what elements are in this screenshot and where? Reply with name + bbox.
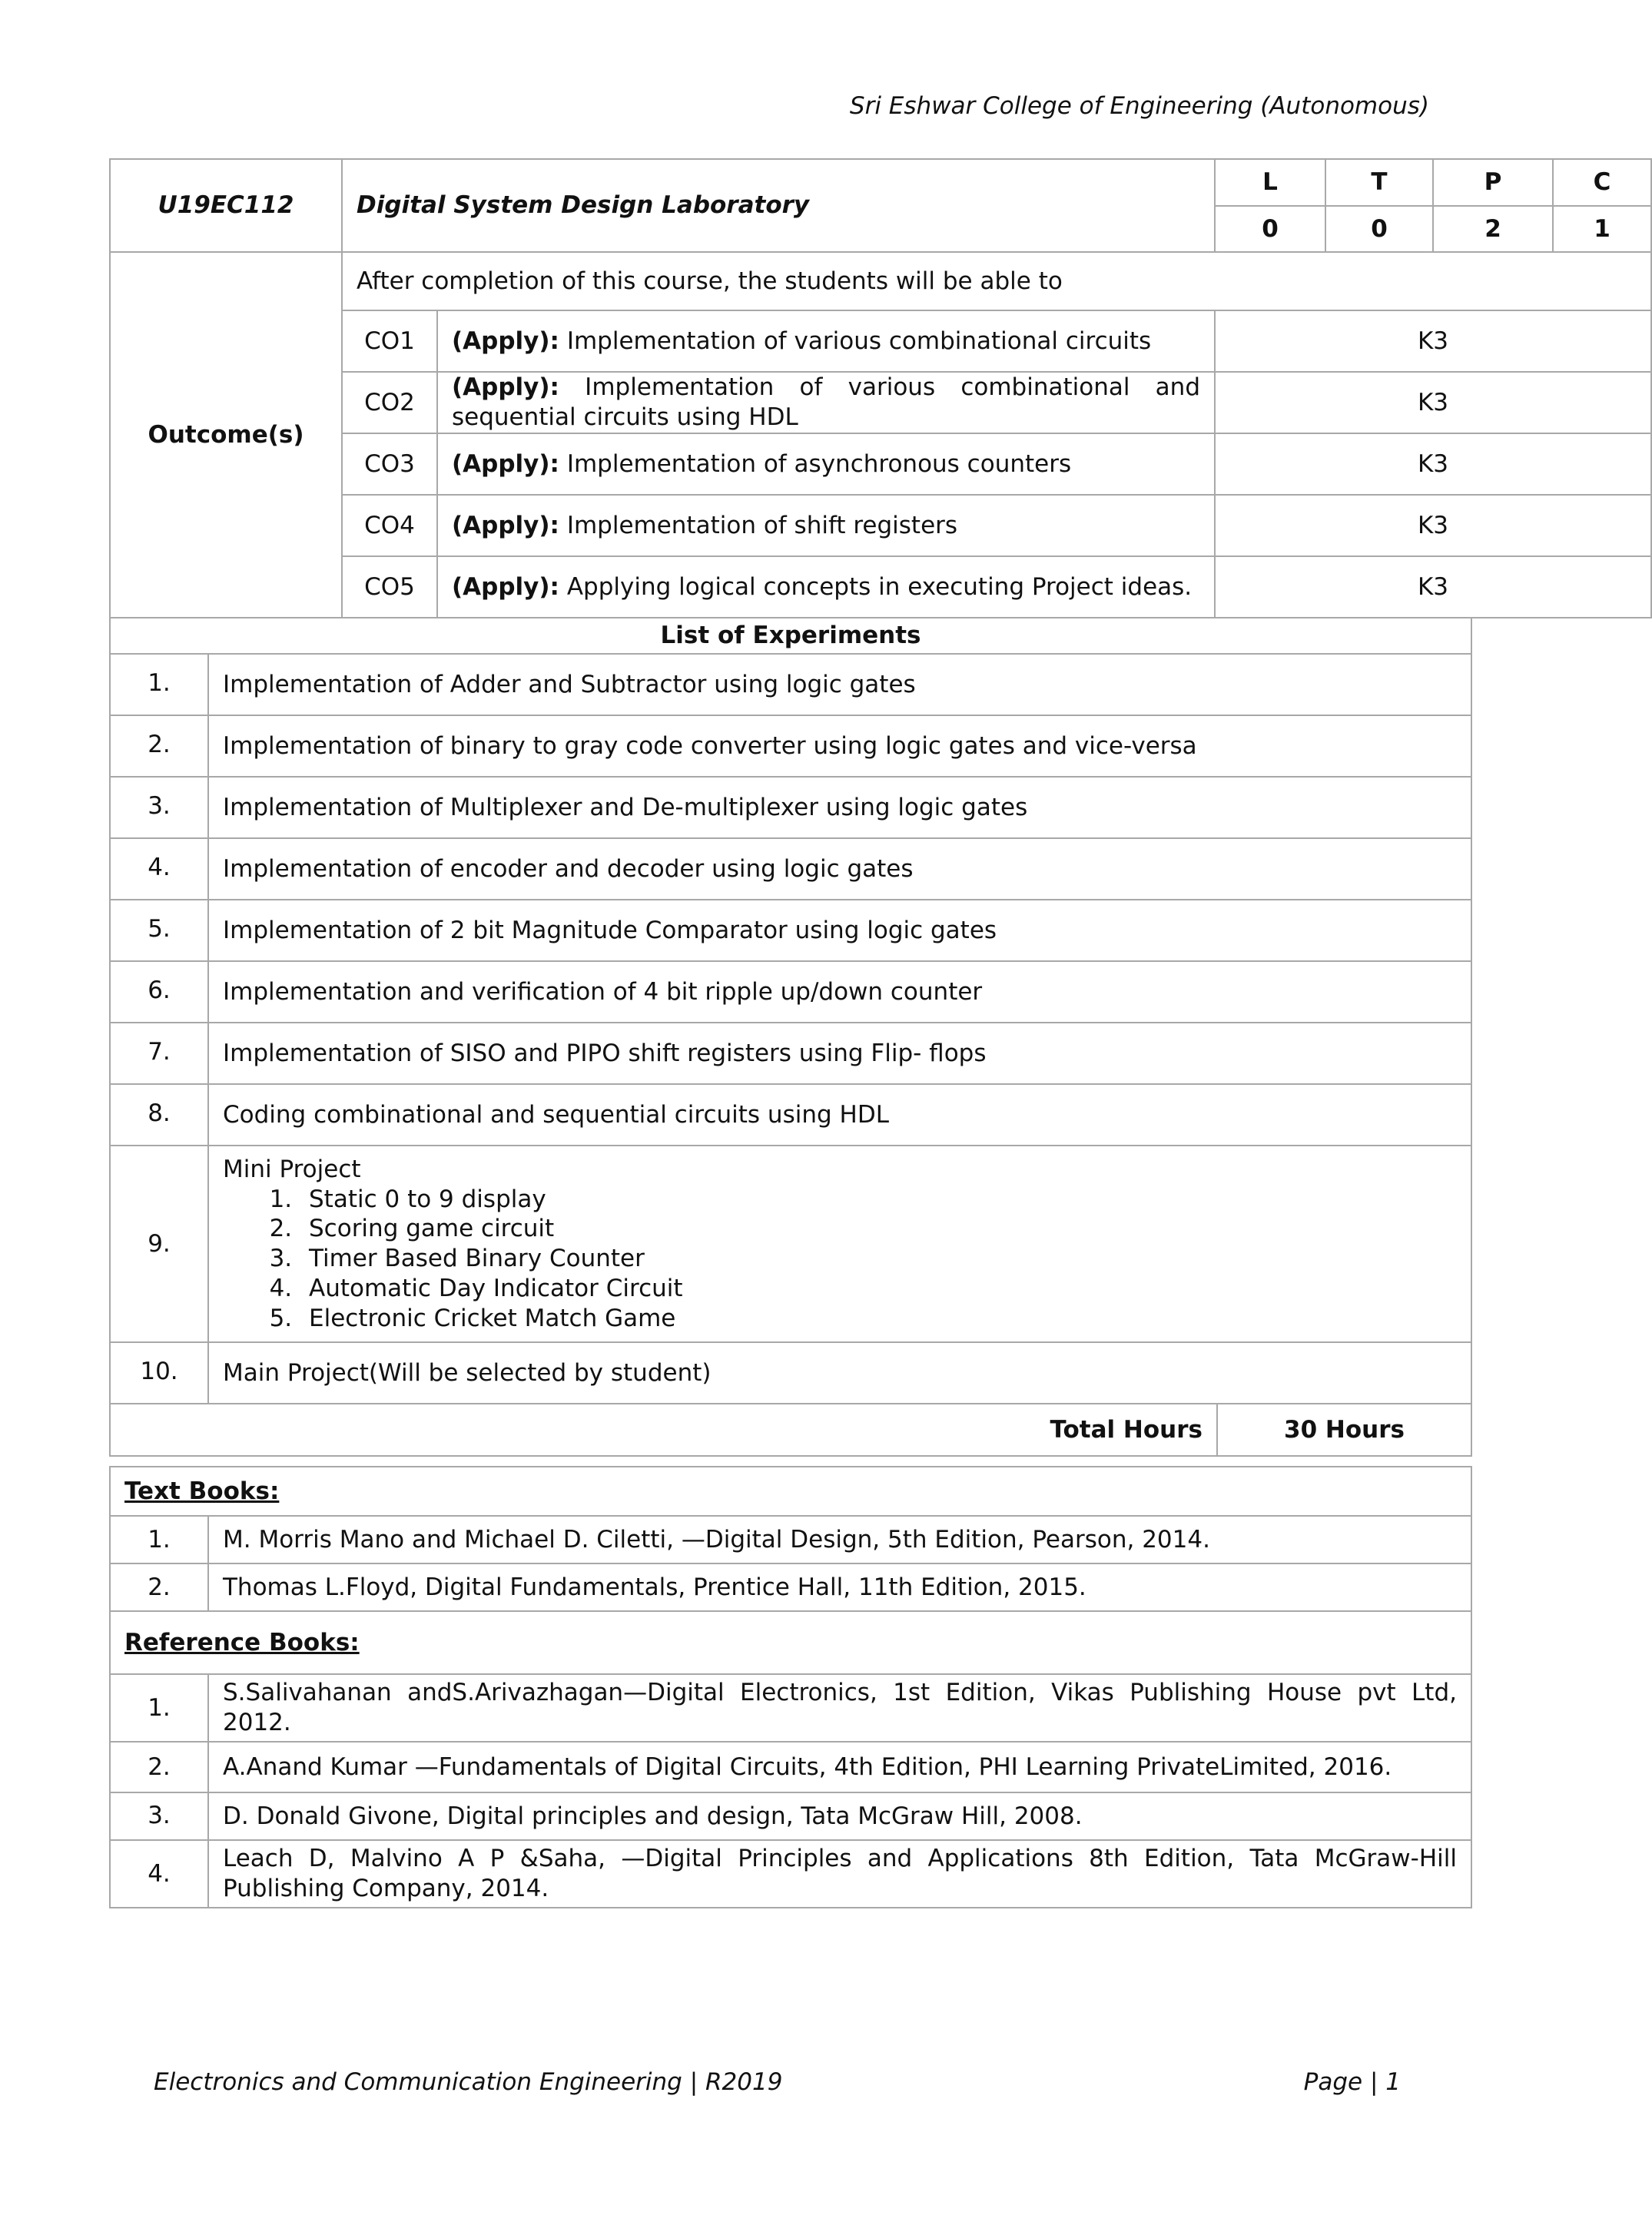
institution-header: Sri Eshwar College of Engineering (Autonomous) — [849, 92, 1429, 120]
experiment-number: 10. — [110, 1342, 208, 1404]
books-table — [109, 1466, 1472, 1908]
experiment-row — [110, 900, 1471, 961]
experiment-text: Implementation of 2 bit Magnitude Comparator using logic gates — [208, 900, 1471, 961]
book-number: 2. — [110, 1563, 208, 1611]
text-books-heading: Text Books: — [110, 1467, 1471, 1516]
experiment-row — [110, 961, 1471, 1023]
outcome-description: (Apply): Applying logical concepts in executing Project ideas. — [437, 556, 1215, 618]
book-citation: A.Anand Kumar —Fundamentals of Digital Circuits, 4th Edition, PHI Learning PrivateLimited, 2016. — [208, 1742, 1471, 1792]
reference-book-row — [110, 1742, 1471, 1792]
experiment-text: Implementation of Multiplexer and De-multiplexer using logic gates — [208, 777, 1471, 838]
outcome-code: CO4 — [342, 495, 437, 556]
outcome-description: (Apply): Implementation of asynchronous counters — [437, 433, 1215, 495]
experiments-table — [109, 617, 1472, 1404]
experiment-row — [110, 1023, 1471, 1084]
text-book-row — [110, 1516, 1471, 1563]
experiment-number: 8. — [110, 1084, 208, 1146]
book-number: 1. — [110, 1516, 208, 1563]
experiment-row — [110, 1084, 1471, 1146]
outcome-code: CO3 — [342, 433, 437, 495]
outcome-level: K3 — [1215, 310, 1651, 372]
experiment-text: Coding combinational and sequential circuits using HDL — [208, 1084, 1471, 1146]
course-title: Digital System Design Laboratory — [342, 159, 1215, 252]
course-code: U19EC112 — [110, 159, 342, 252]
ltpc-value-p: 2 — [1433, 206, 1553, 252]
experiment-text: Implementation and verification of 4 bit ripple up/down counter — [208, 961, 1471, 1023]
reference-books-heading: Reference Books: — [110, 1611, 1471, 1674]
ltpc-value-l: 0 — [1215, 206, 1325, 252]
outcome-level: K3 — [1215, 556, 1651, 618]
total-hours-table — [109, 1403, 1472, 1457]
mini-project-item: 4. Automatic Day Indicator Circuit — [300, 1274, 1457, 1304]
experiment-text: Implementation of SISO and PIPO shift registers using Flip- flops — [208, 1023, 1471, 1084]
outcome-description: (Apply): Implementation of various combinational and sequential circuits using HDL — [437, 372, 1215, 433]
experiment-row — [110, 715, 1471, 777]
course-outcome-table — [109, 158, 1652, 618]
mini-project-title: Mini Project — [223, 1155, 361, 1183]
experiment-number: 4. — [110, 838, 208, 900]
experiment-number: 2. — [110, 715, 208, 777]
ltpc-value-c: 1 — [1553, 206, 1651, 252]
book-number: 3. — [110, 1792, 208, 1840]
mini-project-cell — [208, 1146, 1471, 1342]
experiment-number: 5. — [110, 900, 208, 961]
outcome-level: K3 — [1215, 372, 1651, 433]
mini-project-list — [223, 1185, 1457, 1334]
footer-page-number: Page | 1 — [1303, 2068, 1401, 2096]
reference-book-row — [110, 1674, 1471, 1742]
ltpc-label-l: L — [1215, 159, 1325, 206]
book-citation: M. Morris Mano and Michael D. Ciletti, —Digital Design, 5th Edition, Pearson, 2014. — [208, 1516, 1471, 1563]
book-number: 4. — [110, 1840, 208, 1908]
outcome-intro: After completion of this course, the students will be able to — [342, 252, 1651, 310]
outcome-description: (Apply): Implementation of various combinational circuits — [437, 310, 1215, 372]
outcome-code: CO1 — [342, 310, 437, 372]
experiment-row — [110, 1342, 1471, 1404]
outcome-level: K3 — [1215, 433, 1651, 495]
outcome-code: CO5 — [342, 556, 437, 618]
outcome-description: (Apply): Implementation of shift registers — [437, 495, 1215, 556]
mini-project-item: 1. Static 0 to 9 display — [300, 1185, 1457, 1215]
outcome-level: K3 — [1215, 495, 1651, 556]
book-citation: D. Donald Givone, Digital principles and design, Tata McGraw Hill, 2008. — [208, 1792, 1471, 1840]
experiment-text: Implementation of encoder and decoder using logic gates — [208, 838, 1471, 900]
experiment-text: Implementation of binary to gray code converter using logic gates and vice-versa — [208, 715, 1471, 777]
book-number: 1. — [110, 1674, 208, 1742]
ltpc-label-p: P — [1433, 159, 1553, 206]
book-citation: Thomas L.Floyd, Digital Fundamentals, Prentice Hall, 11th Edition, 2015. — [208, 1563, 1471, 1611]
ltpc-value-t: 0 — [1325, 206, 1433, 252]
experiment-number: 9. — [110, 1146, 208, 1342]
total-hours-value: 30 Hours — [1217, 1404, 1471, 1456]
experiment-number: 3. — [110, 777, 208, 838]
experiment-row — [110, 654, 1471, 715]
experiment-row — [110, 838, 1471, 900]
experiment-row — [110, 777, 1471, 838]
experiment-number: 6. — [110, 961, 208, 1023]
experiment-text: Implementation of Adder and Subtractor using logic gates — [208, 654, 1471, 715]
reference-book-row — [110, 1792, 1471, 1840]
experiments-heading: List of Experiments — [110, 618, 1471, 654]
mini-project-row — [110, 1146, 1471, 1342]
book-citation: Leach D, Malvino A P &Saha, —Digital Principles and Applications 8th Edition, Tata McGraw-Hill Publishing Company, 2014. — [208, 1840, 1471, 1908]
ltpc-label-c: C — [1553, 159, 1651, 206]
text-book-row — [110, 1563, 1471, 1611]
experiment-text: Main Project(Will be selected by student) — [208, 1342, 1471, 1404]
total-hours-label: Total Hours — [110, 1404, 1217, 1456]
outcome-label: Outcome(s) — [110, 252, 342, 618]
outcome-code: CO2 — [342, 372, 437, 433]
mini-project-item: 3. Timer Based Binary Counter — [300, 1244, 1457, 1274]
experiment-number: 1. — [110, 654, 208, 715]
mini-project-item: 5. Electronic Cricket Match Game — [300, 1304, 1457, 1334]
book-number: 2. — [110, 1742, 208, 1792]
reference-book-row — [110, 1840, 1471, 1908]
ltpc-label-t: T — [1325, 159, 1433, 206]
mini-project-item: 2. Scoring game circuit — [300, 1214, 1457, 1244]
footer-department: Electronics and Communication Engineering | R2019 — [154, 2068, 783, 2096]
book-citation: S.Salivahanan andS.Arivazhagan—Digital Electronics, 1st Edition, Vikas Publishing House pvt Ltd, 2012. — [208, 1674, 1471, 1742]
experiment-number: 7. — [110, 1023, 208, 1084]
